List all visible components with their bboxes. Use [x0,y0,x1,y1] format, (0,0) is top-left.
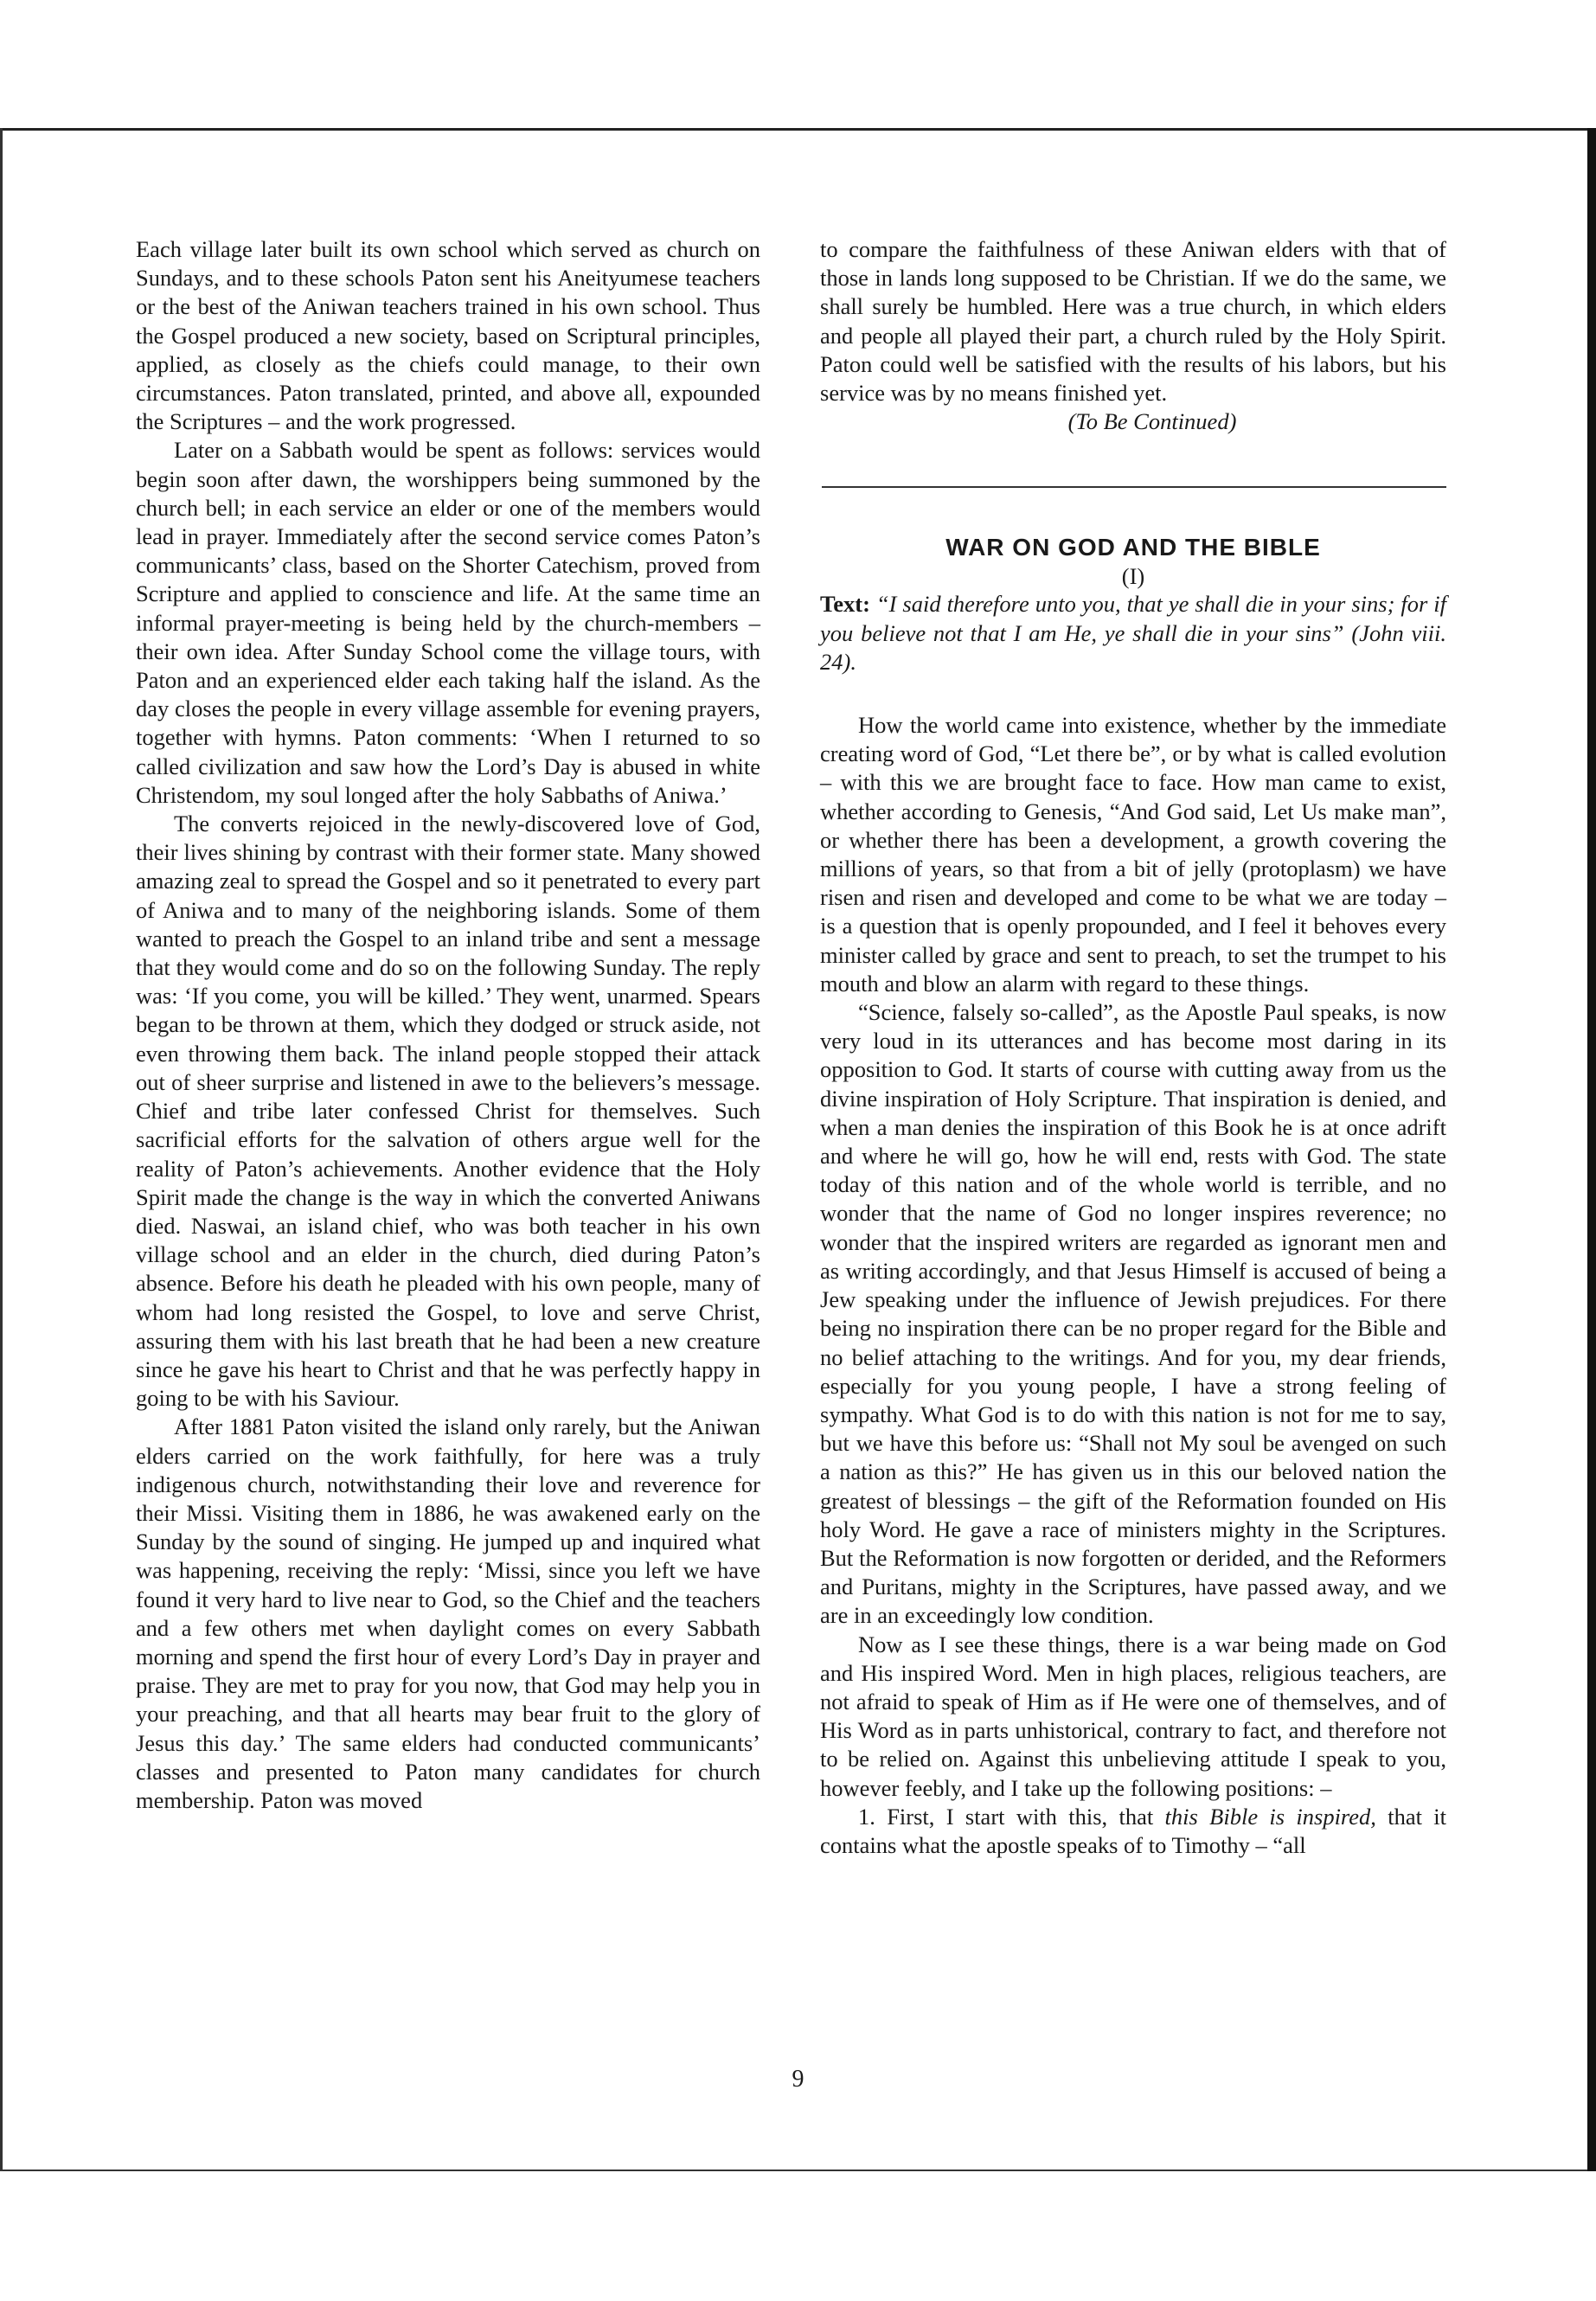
spacer [820,676,1446,711]
section-divider [822,486,1446,488]
left-column [136,235,760,1815]
left-paragraph-1: Each village later built its own school which served as church on Sundays, and to these schools Paton sent his Aneityumese teachers or the best of the Aniwan teachers trained in his own school. Thus the Gospel produced a new society, based on Scriptural principles, applied, as closely as the chiefs could manage, to their own circumstances. Paton translated, printed, and above all, expounded the Scriptures – and the work progressed. [136,236,760,435]
continuation-paragraph: to compare the faithfulness of these Aniwan elders with that of those in lands long supposed to be Christian. If we do the same, we shall surely be humbled. Here was a true church, in which elders and people all played their part, a church ruled by the Holy Spirit. Paton could well be satisfied with the results of his labors, but his service was by no means finished yet. [820,236,1446,407]
point-one-prefix: 1. First, I start with this, that [858,1803,1165,1830]
article-title: WAR ON GOD AND THE BIBLE [945,534,1321,561]
left-paragraph-4: After 1881 Paton visited the island only rarely, but the Aniwan elders carried on the work faithfully, for here was a truly indigenous church, notwithstanding their love and reverence for their Missi. Visiting them in 1886, he was awakened early on the Sunday by the sound of singing. He jumped up and inquired what was happening, receiving the reply: ‘Missi, since you left we have found it very hard to live near to God, so the Chief and the teachers and a few others met when daylight comes on every Sabbath morning and spend the first hour of every Lord’s Day in prayer and praise. They are met to pray for you now, that God may help you in your preaching, and that all hearts may bear fruit to the glory of Jesus this day.’ The same elders had conducted communicants’ classes and presented to Paton many candidates for church membership. Paton was moved [136,1413,760,1813]
scan-right-edge [1587,128,1596,2171]
right-paragraph-1: How the world came into existence, whether by the immediate creating word of God, “Let there be”, or by what is called evolution – with this we are brought face to face. How man came to exist, whether according to Genesis, “And God said, Let Us make man”, or whether there has been a development, a growth covering the millions of years, so that from a bit of jelly (protoplasm) we have risen and risen and developed and come to be what we are today – is a question that is openly propounded, and I feel it behoves every minister called by grace and sent to preach, to set the trumpet to his mouth and blow an alarm with regard to these things. [820,712,1446,997]
to-be-continued: (To Be Continued) [1067,408,1237,435]
text-label: Text: [820,591,870,618]
text-verse: “I said therefore unto you, that ye shall die in your sins; for if you believe not that I am He, ye shall die in your sins” (John viii. 24). [820,591,1446,675]
point-one-emphasis: this Bible is inspired, [1164,1803,1376,1830]
article-part: (I) [1121,563,1145,590]
right-paragraph-3: Now as I see these things, there is a war being made on God and His inspired Word. Men in high places, religious teachers, are not afraid to speak of Him as if He were one of themselves, and of His Word as in parts unhistorical, contrary to fact, and therefore not to be relied on. Against this unbelieving attitude I speak to you, however feebly, and I take up the following positions: – [820,1631,1446,1801]
page-number: 9 [792,2066,804,2093]
left-paragraph-2: Later on a Sabbath would be spent as follows: services would begin soon after dawn, the worshippers being summoned by the church bell; in each service an elder or one of the members would lead in prayer. Immediately after the second service comes Paton’s communicants’ class, based on the Shorter Catechism, proved from Scripture and applied to conscience and life. At the same time an informal prayer-meeting is being held by the church-members – their own idea. After Sunday School come the village tours, with Paton and an experienced elder each taking half the island. As the day closes the people in every village assemble for evening prayers, together with hymns. Paton comments: ‘When I returned to so called civilization and saw how the Lord’s Day is abused in white Christendom, my soul longed after the holy Sabbaths of Aniwa.’ [136,437,760,808]
point-one-paragraph [820,1803,1446,1860]
right-column [820,235,1446,1860]
scripture-text [820,590,1446,676]
point-one-suffix: that it contains what the apostle speaks of to Timothy – “all [820,1803,1447,1858]
scan-left-edge [0,128,3,2171]
right-paragraph-2: “Science, falsely so-called”, as the Apostle Paul speaks, is now very loud in its utterances and has become most daring in its opposition to God. It starts of course with cutting away from us the divine inspiration of Holy Scripture. That inspiration is denied, and when a man denies the inspiration of this Book he is at once adrift and where he will go, how he will end, rests with God. The state today of this nation and of the whole world is terrible, and no wonder that the name of God no longer inspires reverence; no wonder that the inspired writers are regarded as ignorant men and as writing accordingly, and that Jesus Himself is accused of being a Jew speaking under the influence of Jewish prejudices. For there being no inspiration there can be no proper regard for the Bible and no belief attaching to the writings. And for you, my dear friends, especially for you young people, I have a strong feeling of sympathy. What God is to do with this nation is not for me to say, but we have this before us: “Shall not My soul be avenged on such a nation as this?” He has given us in this our beloved nation the greatest of blessings – the gift of the Reformation founded on His holy Word. He gave a race of ministers mighty in the Scriptures. But the Reformation is now forgotten or derided, and the Reformers and Puritans, mighty in the Scriptures, have passed away, and we are in an exceedingly low condition. [820,999,1446,1629]
left-paragraph-3: The converts rejoiced in the newly-discovered love of God, their lives shining by contrast with their former state. Many showed amazing zeal to spread the Gospel and so it penetrated to every part of Aniwa and to many of the neighboring islands. Some of them wanted to preach the Gospel to an inland tribe and sent a message that they would come and do so on the following Sunday. The reply was: ‘If you come, you will be killed.’ They went, unarmed. Spears began to be thrown at them, which they dodged or struck aside, not even throwing them back. The inland people stopped their attack out of sheer surprise and listened in awe to the believers’s message. Chief and tribe later confessed Christ for themselves. Such sacrificial efforts for the salvation of others argue well for the reality of Paton’s achievements. Another evidence that the Holy Spirit made the change is the way in which the converted Aniwans died. Naswai, an island chief, who was both teacher in his own village school and an elder in the church, died during Paton’s absence. Before his death he pleaded with his own people, many of whom had long resisted the Gospel, to love and serve Christ, assuring them with his last breath that he had been a new creature since he gave his heart to Christ and that he was perfectly happy in going to be with his Saviour. [136,811,760,1412]
